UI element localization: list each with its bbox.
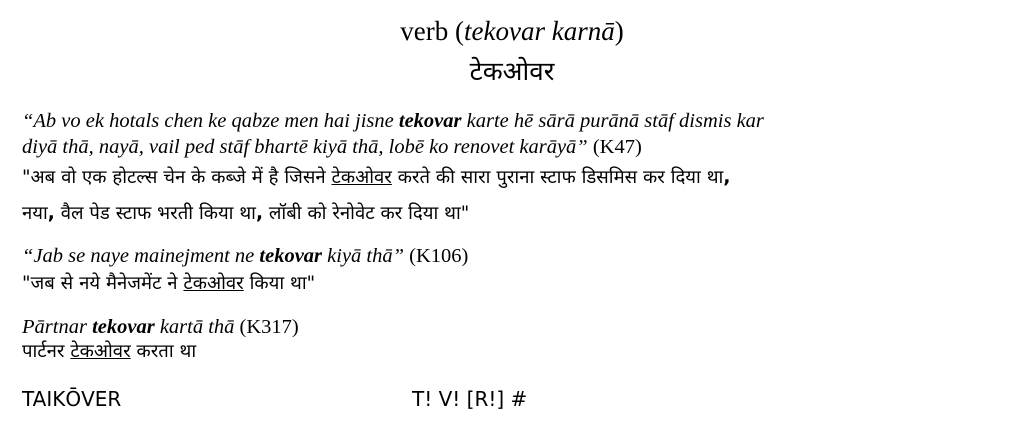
example-1-hindi-line-2 <box>22 200 469 228</box>
example-2-hindi <box>22 270 315 298</box>
text: वैल पेड स्टाफ भरती किया था <box>54 203 256 224</box>
comma: , <box>723 167 731 188</box>
text: किया था" <box>243 273 316 294</box>
comma: , <box>47 203 55 224</box>
text: पार्टनर <box>22 341 71 362</box>
source-ref: (K47) <box>587 136 642 158</box>
paren-close: ) <box>614 16 624 46</box>
text: लॉबी को रेनोवेट कर दिया था" <box>263 203 470 224</box>
romanized-headword: TAIKŌVER <box>22 387 122 411</box>
text: kiyā thā” <box>322 245 405 267</box>
text: नया <box>22 203 48 224</box>
example-1-translit-line-2 <box>22 134 642 160</box>
keyword: tekovar <box>259 245 323 267</box>
text: karte hē sārā purānā stāf dismis kar <box>461 110 764 132</box>
example-1-translit-line-1 <box>22 108 764 134</box>
example-1-hindi-line-1 <box>22 164 730 192</box>
example-3-hindi <box>22 338 196 366</box>
source-ref: (K106) <box>404 245 469 267</box>
keyword: टेकओवर <box>70 341 131 362</box>
text: करते की सारा पुराना स्टाफ डिसमिस कर दिया था <box>391 167 724 188</box>
text: “Ab vo ek hotals chen ke qabze men hai jisne <box>22 110 399 132</box>
headword-title <box>0 14 1024 48</box>
headword-devanagari: टेकओवर <box>469 57 555 87</box>
paren-open: ( <box>448 16 465 46</box>
part-of-speech: verb <box>400 16 449 46</box>
headword-transliteration: tekovar karnā <box>464 16 615 46</box>
text: “Jab se naye mainejment ne <box>22 245 260 267</box>
source-ref: (K317) <box>234 316 299 338</box>
example-2-translit <box>22 243 468 269</box>
phonetic-code: T! V! [R!] # <box>412 387 528 411</box>
text: Pārtnar <box>22 316 93 338</box>
keyword: tekovar <box>398 110 462 132</box>
comma: , <box>255 203 263 224</box>
example-3-translit <box>22 314 299 340</box>
text: diyā thā, nayā, vail ped stāf bhartē kiyā thā, lobē ko renovet karāyā” <box>22 136 588 158</box>
keyword: टेकओवर <box>331 167 392 188</box>
text: करता था <box>130 341 197 362</box>
keyword: tekovar <box>92 316 155 338</box>
text: kartā thā <box>154 316 235 338</box>
keyword: टेकओवर <box>183 273 244 294</box>
text: "जब से नये मैनेजमेंट ने <box>22 273 184 294</box>
text: "अब वो एक होटल्स चेन के कब्जे में है जिसने <box>22 167 332 188</box>
